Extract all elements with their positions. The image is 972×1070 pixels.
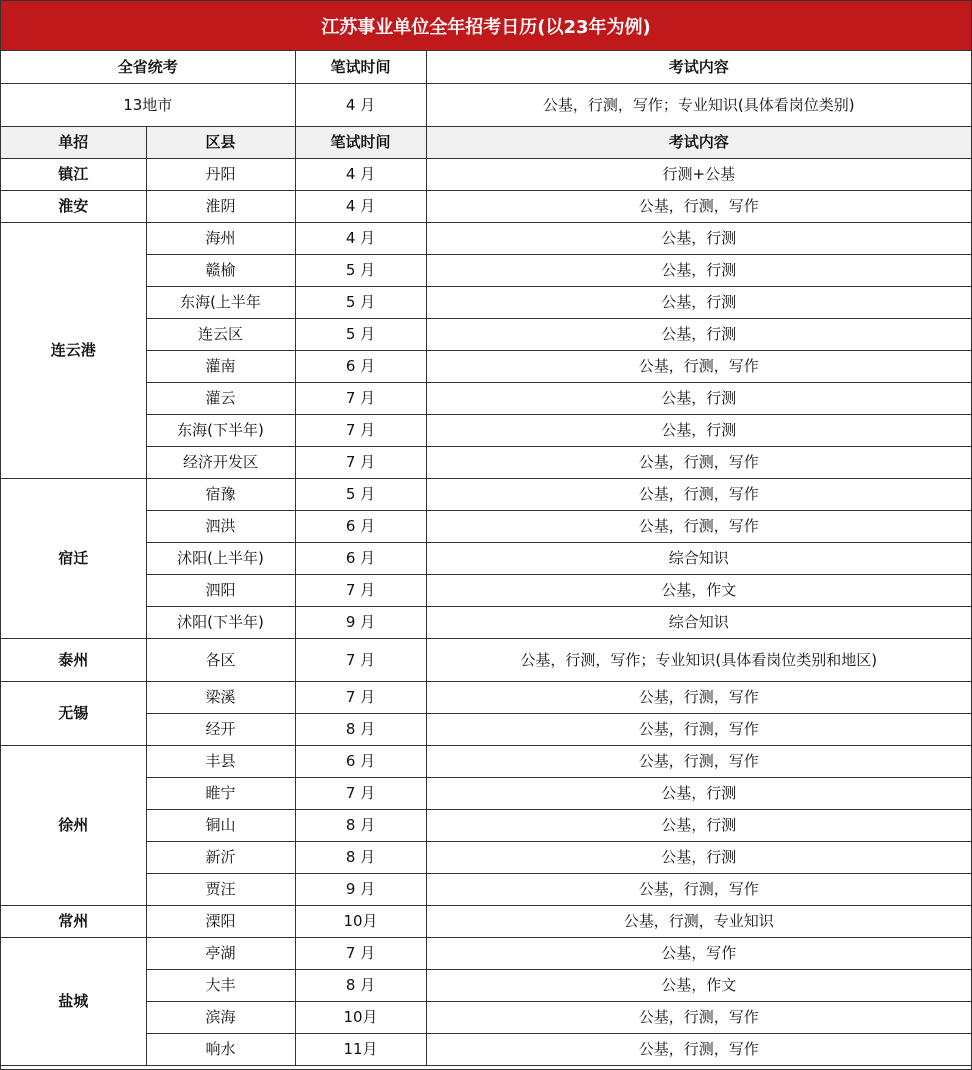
city-cell: 连云港 — [1, 223, 146, 479]
provincial-scope: 13地市 — [1, 84, 295, 127]
district-cell: 沭阳(下半年) — [146, 607, 295, 639]
time-cell: 7 月 — [295, 639, 426, 682]
district-cell: 海州 — [146, 223, 295, 255]
district-cell: 东海(下半年) — [146, 415, 295, 447]
provincial-header-label: 全省统考 — [1, 51, 295, 84]
table-row — [1, 255, 971, 287]
time-cell: 4 月 — [295, 191, 426, 223]
content-cell: 公基，行测，写作 — [426, 191, 971, 223]
table-row — [1, 319, 971, 351]
content-cell: 公基，作文 — [426, 970, 971, 1002]
content-cell: 公基，写作 — [426, 938, 971, 970]
content-cell: 公基，行测，写作；专业知识(具体看岗位类别和地区) — [426, 639, 971, 682]
provincial-header-row — [1, 51, 971, 84]
content-cell: 公基，行测，写作 — [426, 746, 971, 778]
district-cell: 丰县 — [146, 746, 295, 778]
table-row — [1, 1034, 971, 1066]
content-cell: 公基，行测 — [426, 778, 971, 810]
district-cell: 丹阳 — [146, 159, 295, 191]
content-cell: 公基，行测 — [426, 810, 971, 842]
table-row — [1, 575, 971, 607]
provincial-content: 公基，行测，写作；专业知识(具体看岗位类别) — [426, 84, 971, 127]
page-title: 江苏事业单位全年招考日历(以23年为例) — [1, 1, 971, 51]
district-cell: 响水 — [146, 1034, 295, 1066]
time-cell: 10月 — [295, 906, 426, 938]
unit-header-label: 单招 — [1, 127, 146, 159]
table-row — [1, 543, 971, 575]
table-row — [1, 351, 971, 383]
table-row — [1, 714, 971, 746]
unit-header-content: 考试内容 — [426, 127, 971, 159]
time-cell: 6 月 — [295, 543, 426, 575]
district-cell: 梁溪 — [146, 682, 295, 714]
unit-header-district: 区县 — [146, 127, 295, 159]
time-cell: 9 月 — [295, 874, 426, 906]
content-cell: 公基，行测，写作 — [426, 714, 971, 746]
city-cell: 泰州 — [1, 639, 146, 682]
city-cell: 常州 — [1, 906, 146, 938]
table-row — [1, 938, 971, 970]
table-row — [1, 746, 971, 778]
content-cell: 公基，行测，写作 — [426, 479, 971, 511]
table-row — [1, 810, 971, 842]
time-cell: 9 月 — [295, 607, 426, 639]
time-cell: 5 月 — [295, 479, 426, 511]
provincial-time: 4 月 — [295, 84, 426, 127]
time-cell: 6 月 — [295, 511, 426, 543]
unit-header-time: 笔试时间 — [295, 127, 426, 159]
time-cell: 5 月 — [295, 319, 426, 351]
district-cell: 睢宁 — [146, 778, 295, 810]
content-cell: 公基，行测，写作 — [426, 511, 971, 543]
district-cell: 经开 — [146, 714, 295, 746]
content-cell: 公基，行测，写作 — [426, 682, 971, 714]
time-cell: 6 月 — [295, 746, 426, 778]
table-row — [1, 159, 971, 191]
content-cell: 综合知识 — [426, 543, 971, 575]
district-cell: 赣榆 — [146, 255, 295, 287]
time-cell: 5 月 — [295, 287, 426, 319]
district-cell: 泗洪 — [146, 511, 295, 543]
table-row — [1, 778, 971, 810]
table-row — [1, 842, 971, 874]
table-row — [1, 639, 971, 682]
exam-table — [1, 51, 971, 1066]
table-row — [1, 287, 971, 319]
district-cell: 亭湖 — [146, 938, 295, 970]
table-row — [1, 191, 971, 223]
content-cell: 公基，行测，写作 — [426, 1034, 971, 1066]
content-cell: 公基，行测 — [426, 287, 971, 319]
district-cell: 沭阳(上半年) — [146, 543, 295, 575]
time-cell: 8 月 — [295, 970, 426, 1002]
time-cell: 7 月 — [295, 938, 426, 970]
content-cell: 公基，行测，写作 — [426, 874, 971, 906]
city-cell: 无锡 — [1, 682, 146, 746]
content-cell: 行测+公基 — [426, 159, 971, 191]
table-row — [1, 970, 971, 1002]
district-cell: 灌南 — [146, 351, 295, 383]
content-cell: 公基，行测，写作 — [426, 447, 971, 479]
content-cell: 公基，行测 — [426, 255, 971, 287]
table-row — [1, 682, 971, 714]
time-cell: 7 月 — [295, 778, 426, 810]
time-cell: 5 月 — [295, 255, 426, 287]
district-cell: 东海(上半年 — [146, 287, 295, 319]
district-cell: 滨海 — [146, 1002, 295, 1034]
district-cell: 贾汪 — [146, 874, 295, 906]
district-cell: 灌云 — [146, 383, 295, 415]
city-cell: 镇江 — [1, 159, 146, 191]
time-cell: 7 月 — [295, 383, 426, 415]
time-cell: 6 月 — [295, 351, 426, 383]
time-cell: 4 月 — [295, 159, 426, 191]
content-cell: 公基，行测，写作 — [426, 351, 971, 383]
content-cell: 公基，行测 — [426, 223, 971, 255]
content-cell: 公基，行测，写作 — [426, 1002, 971, 1034]
content-cell: 公基，行测 — [426, 383, 971, 415]
provincial-header-content: 考试内容 — [426, 51, 971, 84]
district-cell: 各区 — [146, 639, 295, 682]
district-cell: 大丰 — [146, 970, 295, 1002]
table-row — [1, 479, 971, 511]
table-row — [1, 906, 971, 938]
content-cell: 综合知识 — [426, 607, 971, 639]
content-cell: 公基，行测 — [426, 415, 971, 447]
table-row — [1, 874, 971, 906]
provincial-row — [1, 84, 971, 127]
time-cell: 11月 — [295, 1034, 426, 1066]
time-cell: 8 月 — [295, 714, 426, 746]
time-cell: 8 月 — [295, 842, 426, 874]
unit-header-row — [1, 127, 971, 159]
table-row — [1, 607, 971, 639]
district-cell: 溧阳 — [146, 906, 295, 938]
content-cell: 公基，作文 — [426, 575, 971, 607]
district-cell: 宿豫 — [146, 479, 295, 511]
district-cell: 新沂 — [146, 842, 295, 874]
city-cell: 宿迁 — [1, 479, 146, 639]
table-row — [1, 223, 971, 255]
content-cell: 公基，行测，专业知识 — [426, 906, 971, 938]
content-cell: 公基，行测 — [426, 319, 971, 351]
table-row — [1, 383, 971, 415]
city-cell: 淮安 — [1, 191, 146, 223]
district-cell: 淮阴 — [146, 191, 295, 223]
table-row — [1, 447, 971, 479]
time-cell: 7 月 — [295, 447, 426, 479]
time-cell: 10月 — [295, 1002, 426, 1034]
content-cell: 公基，行测 — [426, 842, 971, 874]
district-cell: 泗阳 — [146, 575, 295, 607]
table-row — [1, 511, 971, 543]
time-cell: 7 月 — [295, 415, 426, 447]
time-cell: 7 月 — [295, 575, 426, 607]
city-cell: 盐城 — [1, 938, 146, 1066]
city-cell: 徐州 — [1, 746, 146, 906]
time-cell: 8 月 — [295, 810, 426, 842]
district-cell: 连云区 — [146, 319, 295, 351]
time-cell: 7 月 — [295, 682, 426, 714]
table-row — [1, 1002, 971, 1034]
district-cell: 经济开发区 — [146, 447, 295, 479]
district-cell: 铜山 — [146, 810, 295, 842]
provincial-header-time: 笔试时间 — [295, 51, 426, 84]
time-cell: 4 月 — [295, 223, 426, 255]
table-row — [1, 415, 971, 447]
